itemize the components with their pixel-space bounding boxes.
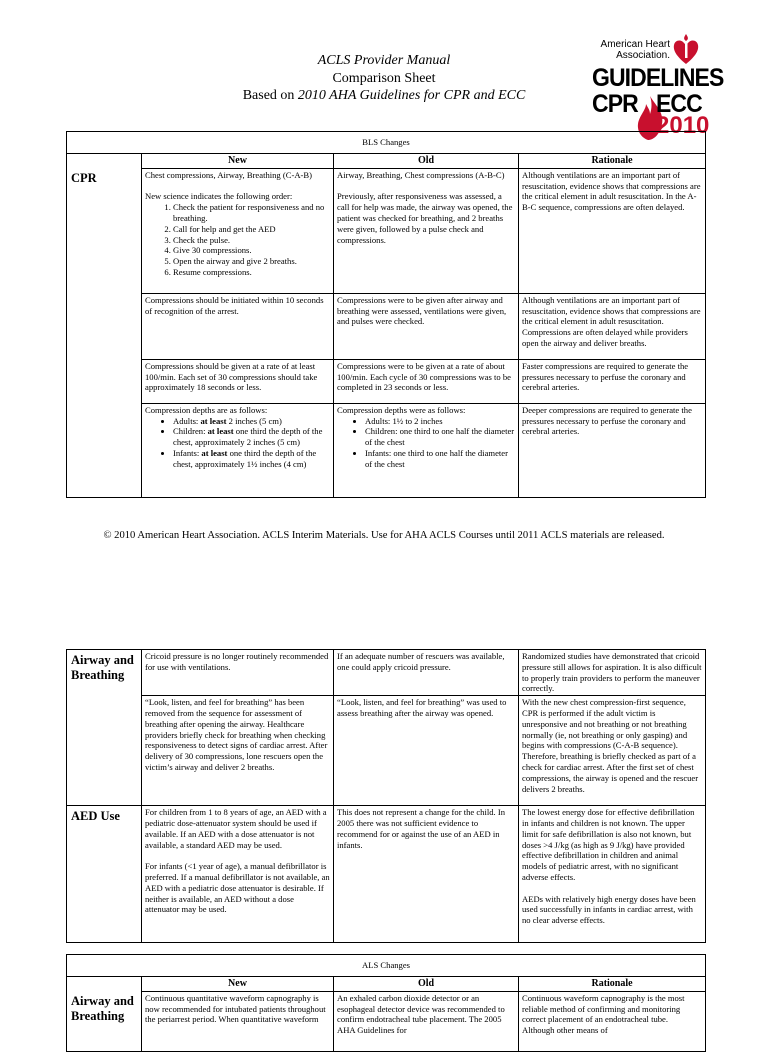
old-cell: If an adequate number of rescuers was available, one could apply cricoid pressure. (334, 650, 519, 696)
copyright-notice: © 2010 American Heart Association. ACLS Interim Materials. Use for AHA ACLS Courses until 2011 ACLS materials are released. (103, 530, 665, 541)
row-label-aed-use: AED Use (67, 806, 142, 943)
old-cell: This does not represent a change for the child. In 2005 there was not sufficient evidence to recommend for or against the use of an AED in infants. (334, 806, 519, 943)
rationale-cell: The lowest energy dose for effective defibrillation in infants and children is not known. The upper limit for safe defibrillation is also not known, but doses >4 J/kg (as high as 9 J/kg) have provided effective defibrillation in children and animal models of pediatric arrest, with no significant adverse effects. AEDs with relatively high energy doses have been used successfully in infants in cardiac arrest, with no clear adverse effects. (519, 806, 706, 943)
column-header-new: New (142, 153, 334, 168)
old-cell: An exhaled carbon dioxide detector or an esophageal detector device was recommended to confirm endotracheal tube placement. The 2005 AHA Guidelines for (334, 991, 519, 1051)
table-row (67, 696, 706, 806)
new-cell: Compressions should be given at a rate of at least 100/min. Each set of 30 compressions should take approximately 18 seconds or less. (142, 359, 334, 403)
rationale-cell: Although ventilations are an important part of resuscitation, evidence shows that compressions are the critical element in adult resuscitation. Compressions are often delayed while providers open the airway and deliver breaths. (519, 293, 706, 359)
rationale-cell: Continuous waveform capnography is the most reliable method of confirming and monitoring correct placement of an endotracheal tube. Although other means of (519, 991, 706, 1051)
sheet-title: Comparison Sheet (332, 70, 436, 86)
logo-guidelines-text: GUIDELINES (592, 64, 724, 92)
rationale-cell: Randomized studies have demonstrated that cricoid pressure still allows for aspiration. It is also difficult to properly train providers to perform the maneuver correctly. (519, 650, 706, 696)
logo-cpr-text: CPR (592, 90, 638, 118)
column-header-rationale: Rationale (519, 976, 706, 991)
new-cell: Compression depths are as follows: • Adults: at least 2 inches (5 cm) • Children: at least one third the depth of the chest, approximately 2 inches (5 cm) • Infants: at least one third the depth of the chest, approximately 1½ inches (4 cm) (142, 403, 334, 497)
old-cell: Compressions were to be given after airway and breathing were assessed, ventilations were given, and pulses were checked. (334, 293, 519, 359)
als-section-title: ALS Changes (67, 955, 706, 977)
column-header-old: Old (334, 976, 519, 991)
rationale-cell: Faster compressions are required to generate the pressures necessary to perfuse the coronary and cerebral arteries. (519, 359, 706, 403)
logo-year: 2010 (656, 112, 710, 139)
rationale-cell: Although ventilations are an important part of resuscitation, evidence shows that compressions are the critical element in adult resuscitation. In the A-B-C sequence, compressions are often delayed. (519, 168, 706, 293)
manual-title: ACLS Provider Manual (317, 53, 451, 68)
bls-section-title: BLS Changes (67, 132, 706, 154)
new-cell: Cricoid pressure is no longer routinely recommended for use with ventilations. (142, 650, 334, 696)
new-cell: For children from 1 to 8 years of age, an AED with a pediatric dose-attenuator system should be used if available. If an AED with a dose attenuator is not available, a standard AED may be used. For infants (<1 year of age), a manual defibrillator is preferred. If a manual defibrillator is not available, an AED with a pediatric dose attenuator is desirable. If neither is available, an AED without a dose attenuator may be used. (142, 806, 334, 943)
row-label-airway-breathing: Airway and Breathing (67, 650, 142, 806)
logo-ecc-text: ECC (656, 90, 702, 118)
column-header-old: Old (334, 153, 519, 168)
old-cell: “Look, listen, and feel for breathing” was used to assess breathing after the airway was opened. (334, 696, 519, 806)
aha-wordmark: American Heart Association. (600, 39, 670, 61)
bls-continued-table (66, 649, 706, 943)
table-row (67, 359, 706, 403)
based-on-line: Based on 2010 AHA Guidelines for CPR and ECC (242, 88, 526, 103)
compression-depths-list: • Adults: at least 2 inches (5 cm) • Children: at least one third the depth of the chest, approximately 2 inches (5 cm) • Infants: at least one third the depth of the chest, approximately 1½ inches (4 cm) (145, 416, 330, 470)
heart-torch-icon (672, 34, 700, 68)
old-depths-list: • Adults: 1½ to 2 inches • Children: one third to one half the diameter of the chest • Infants: one third to one half the diameter of the chest (337, 416, 515, 470)
old-cell: Compression depths were as follows: • Adults: 1½ to 2 inches • Children: one third to one half the diameter of the chest • Infants: one third to one half the diameter of the chest (334, 403, 519, 497)
table-row (67, 168, 706, 293)
table-row (67, 991, 706, 1051)
old-cell: Compressions were to be given at a rate of about 100/min. Each cycle of 30 compressions was to be completed in 23 seconds or less. (334, 359, 519, 403)
table-row (67, 293, 706, 359)
column-header-rationale: Rationale (519, 153, 706, 168)
table-row (67, 403, 706, 497)
row-label-cpr: CPR (67, 168, 142, 497)
aha-guidelines-logo (592, 30, 724, 140)
new-cell: Compressions should be initiated within 10 seconds of recognition of the arrest. (142, 293, 334, 359)
cpr-steps-list: 1. Check the patient for responsiveness and no breathing. 2. Call for help and get the AED 3. Check the pulse. 4. Give 30 compressions. 5. Open the airway and give 2 breaths. 6. Resume compressions. (145, 202, 330, 278)
table-row (67, 806, 706, 943)
table-row (67, 650, 706, 696)
new-cell: “Look, listen, and feel for breathing” has been removed from the sequence for assessment of breathing after opening the airway. Healthcare providers briefly check for breathing when checking responsiveness to detect signs of cardiac arrest. After delivery of 30 compressions, lone rescuers open the victim’s airway and deliver 2 breaths. (142, 696, 334, 806)
row-label-airway-breathing: Airway and Breathing (67, 991, 142, 1051)
als-changes-table (66, 954, 706, 1052)
rationale-cell: Deeper compressions are required to generate the pressures necessary to perfuse the coronary and cerebral arteries. (519, 403, 706, 497)
new-cell: Continuous quantitative waveform capnography is now recommended for intubated patients throughout the periarrest period. When quantitative waveform (142, 991, 334, 1051)
column-header-new: New (142, 976, 334, 991)
rationale-cell: With the new chest compression-first sequence, CPR is performed if the adult victim is unresponsive and not breathing or not breathing normally (ie, not breathing or only gasping) and begins with compressions (C-A-B sequence). Therefore, breathing is briefly checked as part of a check for cardiac arrest. After the first set of chest compressions, the airway is opened and the rescuer delivers 2 breaths. (519, 696, 706, 806)
bls-changes-table (66, 131, 706, 498)
old-cell: Airway, Breathing, Chest compressions (A-B-C) Previously, after responsiveness was assessed, a call for help was made, the airway was opened, the patient was checked for breathing, and 2 breaths were given, followed by a pulse check and compressions. (334, 168, 519, 293)
new-cell: Chest compressions, Airway, Breathing (C-A-B) New science indicates the following order: 1. Check the patient for responsiveness and no breathing. 2. Call for help and get the AED 3. Check the pulse. 4. Give 30 compressions. 5. Open the airway and give 2 breaths. 6. Resume compressions. (142, 168, 334, 293)
